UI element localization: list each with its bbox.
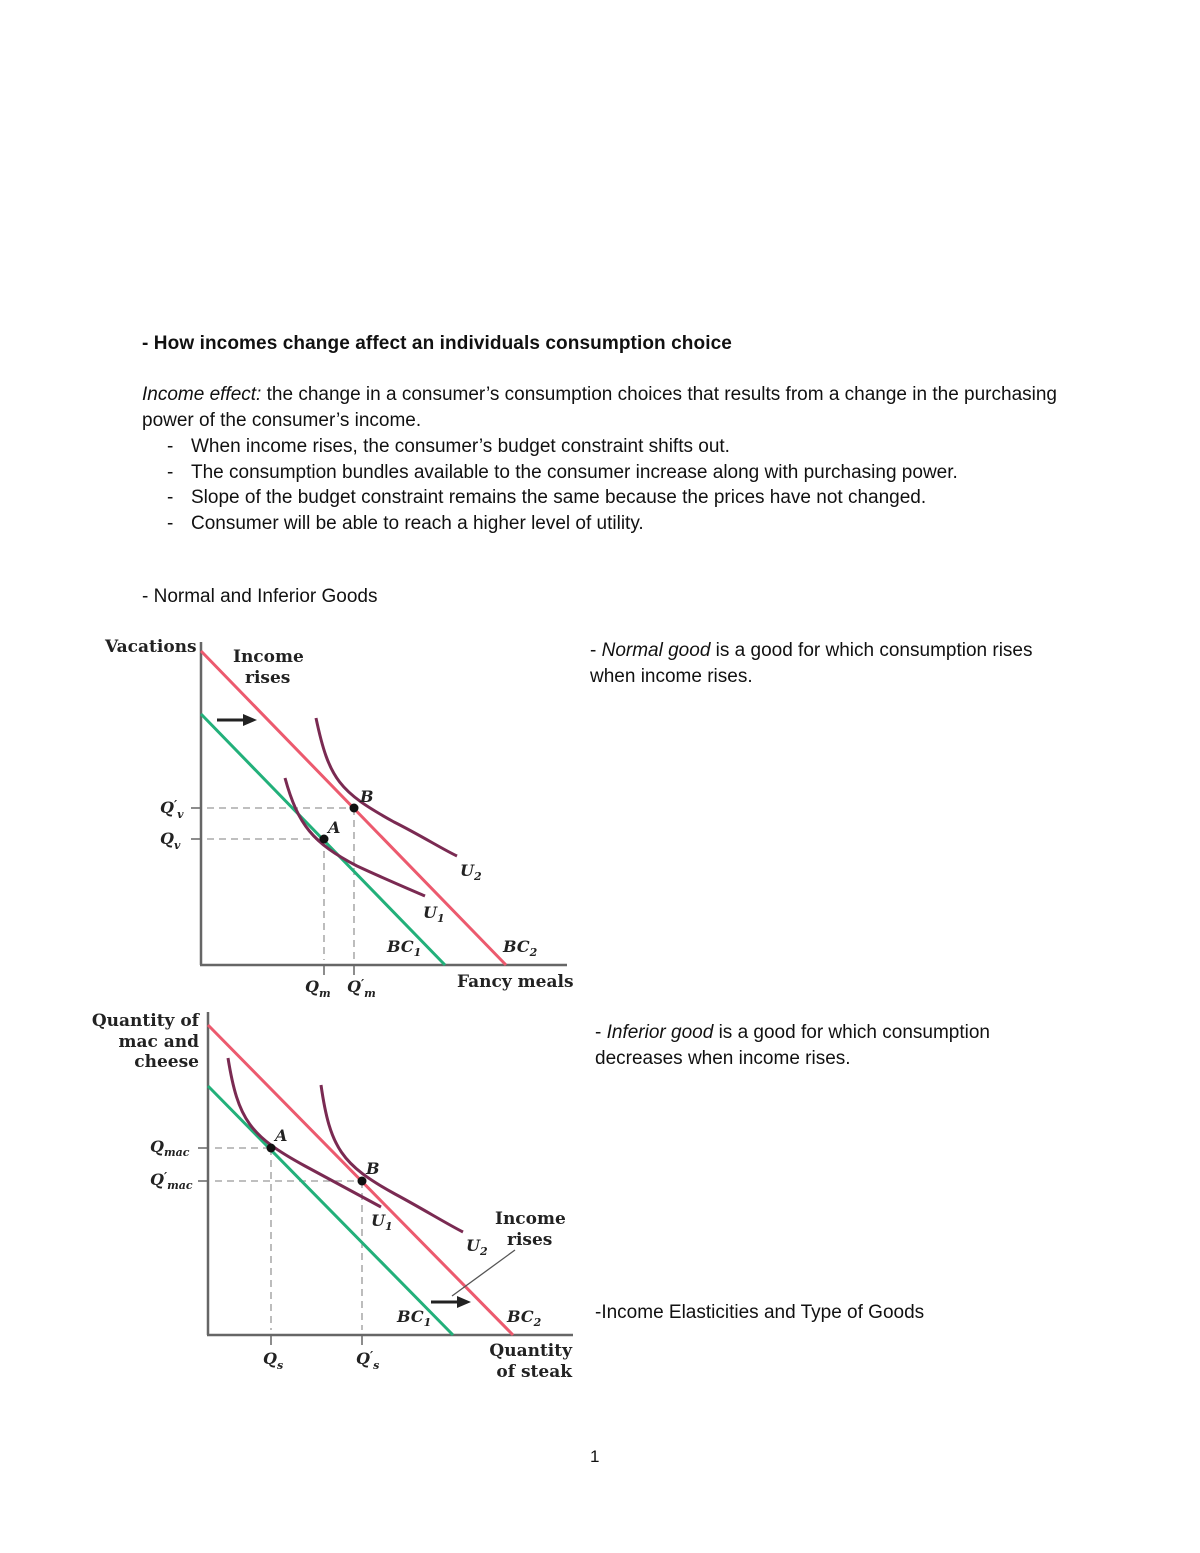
fig2-point-a-label: A <box>275 1126 288 1145</box>
inferior-good-text: is a good for which consumption decreases when income rises. <box>595 1022 991 1069</box>
fig2-annotation-line1: Income <box>495 1209 566 1229</box>
inferior-good-definition <box>595 1020 1065 1072</box>
fig1-y-axis-label: Vacations <box>105 637 197 657</box>
fig1-qm-label: $Q_m$ <box>305 977 331 1000</box>
bullet-marker: - <box>167 512 174 534</box>
definition-term: Income effect: <box>142 384 262 405</box>
fig2-point-b-label: B <box>366 1159 380 1178</box>
section-heading: - How incomes change affect an individuals consumption choice <box>142 333 732 354</box>
fig1-annotation-line2: rises <box>245 668 291 688</box>
fig2-bc2-label: $BC_2$ <box>507 1307 542 1329</box>
normal-good-diagram <box>95 630 575 1000</box>
normal-good-definition <box>590 638 1060 690</box>
normal-good-prefix: - <box>590 640 602 661</box>
fig2-qs-prime-label: $Q'_s$ <box>356 1349 380 1372</box>
fig1-qv-prime-label: $Q'_v$ <box>160 798 184 821</box>
inferior-good-diagram <box>91 1008 585 1388</box>
income-effect-bullets <box>142 434 1042 536</box>
bullet-text: The consumption bundles available to the consumer increase along with purchasing power. <box>191 461 958 483</box>
fig2-qmac-label: $Q_{mac}$ <box>150 1137 190 1159</box>
page-number: 1 <box>590 1447 600 1466</box>
bullet-marker: - <box>167 487 174 508</box>
fig1-bc1-label: $BC_1$ <box>387 937 422 959</box>
bullet-text: Slope of the budget constraint remains the same because the prices have not changed. <box>191 487 927 508</box>
fig1-point-a-label: A <box>328 818 341 837</box>
normal-good-text: is a good for which consumption rises when income rises. <box>590 640 1033 687</box>
fig1-annotation-line1: Income <box>233 647 304 667</box>
fig1-u1-label: $U_1$ <box>423 903 445 925</box>
fig2-y-axis-label-line3: cheese <box>134 1052 199 1072</box>
fig2-right-arrow-icon <box>431 1296 471 1308</box>
fig1-point-b-label: B <box>360 787 374 806</box>
fig1-qm-prime-label: $Q'_m$ <box>347 977 376 1000</box>
fig2-u1-label: $U_1$ <box>371 1211 393 1233</box>
fig2-u2-label: $U_2$ <box>466 1236 488 1258</box>
fig2-annotation-line2: rises <box>507 1230 553 1250</box>
income-effect-definition <box>142 382 1062 434</box>
fig1-x-axis-label: Fancy meals <box>457 972 574 992</box>
fig1-u2-label: $U_2$ <box>460 861 482 883</box>
list-item <box>142 434 1042 460</box>
fig2-y-axis-label-line2: mac and <box>118 1032 199 1052</box>
fig1-point-b <box>350 804 359 813</box>
fig2-qmac-prime-label: $Q'_{mac}$ <box>150 1170 193 1192</box>
bullet-text: When income rises, the consumer’s budget constraint shifts out. <box>191 436 730 457</box>
bullet-text: Consumer will be able to reach a higher level of utility. <box>191 512 644 534</box>
list-item <box>142 460 1042 486</box>
fig2-bc1-line <box>208 1086 453 1335</box>
fig2-x-axis-label-line2: of steak <box>496 1362 572 1382</box>
fig1-qv-label: $Q_v$ <box>160 829 181 852</box>
subheading: - Normal and Inferior Goods <box>142 586 378 607</box>
fig2-bc1-label: $BC_1$ <box>397 1307 432 1329</box>
list-item <box>142 511 1042 537</box>
income-elasticities-heading: -Income Elasticities and Type of Goods <box>595 1302 925 1323</box>
bullet-marker: - <box>167 461 174 483</box>
fig1-right-arrow-icon <box>217 714 257 726</box>
fig1-bc2-label: $BC_2$ <box>503 937 538 959</box>
inferior-good-prefix: - <box>595 1022 607 1043</box>
definition-text: the change in a consumer’s consumption choices that results from a change in the purchasing power of the consumer’s income. <box>142 384 1057 431</box>
bullet-marker: - <box>167 436 174 457</box>
fig2-y-axis-label-line1: Quantity of <box>91 1011 199 1031</box>
fig2-x-axis-label-line1: Quantity <box>489 1341 572 1361</box>
inferior-good-term: Inferior good <box>606 1022 714 1043</box>
fig2-qs-label: $Q_s$ <box>263 1349 284 1372</box>
normal-good-term: Normal good <box>601 640 711 661</box>
list-item <box>142 485 1042 511</box>
